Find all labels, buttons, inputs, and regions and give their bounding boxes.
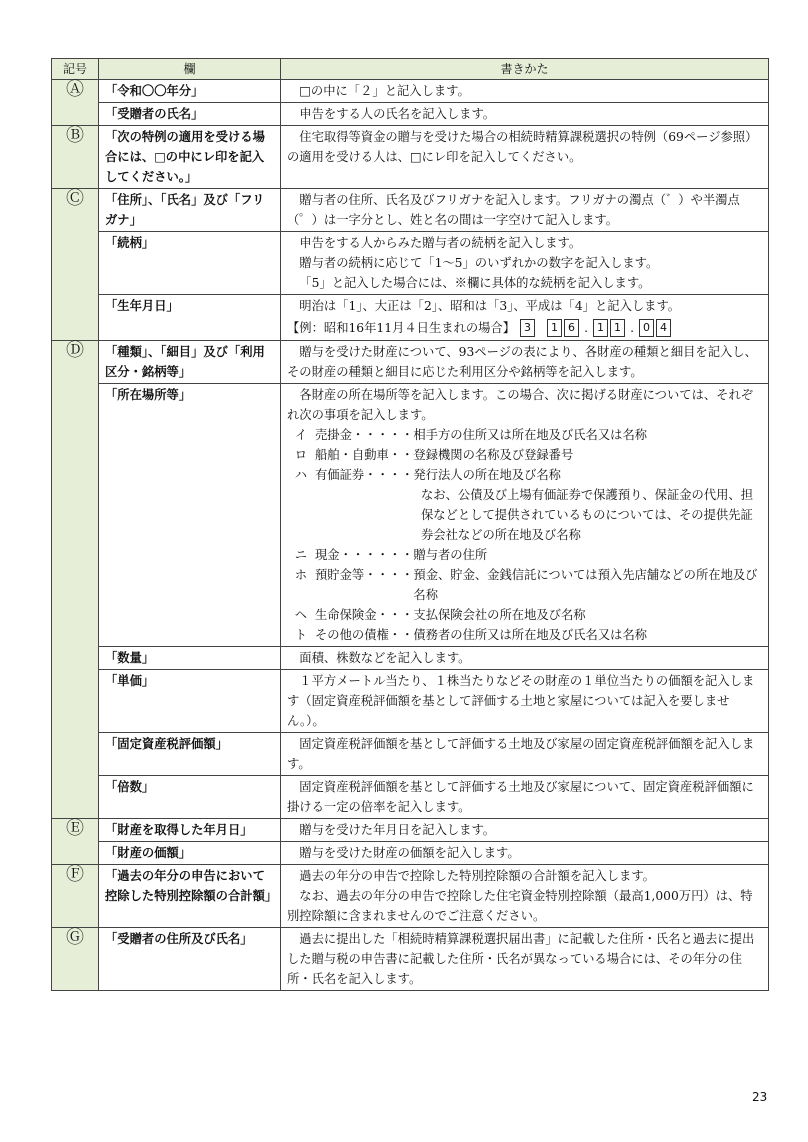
example-label: 【例：昭和16年11月４日生まれの場合】	[287, 321, 516, 335]
symbol-g: Ⓖ	[52, 928, 99, 991]
instruction-table	[51, 58, 769, 991]
table-row	[52, 126, 769, 189]
table-row	[52, 670, 769, 733]
header-field: 欄	[99, 59, 281, 80]
table-row	[52, 232, 769, 295]
instruction-table-wrapper	[51, 58, 768, 991]
field-description: 贈与を受けた年月日を記入します。	[281, 819, 769, 842]
example-digit-box: 1	[610, 319, 625, 337]
list-item-note: なお、公債及び上場有価証券で保護預り、保証金の代用、担保などとして提供されているものについては、その提供先証券会社などの所在地及び名称	[421, 488, 754, 542]
field-label: 「財産を取得した年月日」	[99, 819, 281, 842]
field-description: 過去の年分の申告で控除した特別控除額の合計額を記入します。 なお、過去の年分の申告で控除した住宅資金特別控除額（最高1,000万円）は、特別控除額に含まれませんのでご注意ください。	[281, 865, 769, 928]
field-description: 贈与を受けた財産の価額を記入します。	[281, 842, 769, 865]
example-separator: .	[630, 321, 634, 335]
table-row	[52, 776, 769, 819]
field-description: １平方メートル当たり、１株当たりなどその財産の１単位当たりの価額を記入します（固定資産税評価額を基として評価する土地と家屋については記入を要しません。）。	[281, 670, 769, 733]
field-label: 「種類」、「細目」及び「利用区分・銘柄等」	[99, 341, 281, 384]
table-row	[52, 733, 769, 776]
symbol-e: Ⓔ	[52, 819, 99, 865]
table-row	[52, 928, 769, 991]
header-symbol: 記号	[52, 59, 99, 80]
field-label: 「生年月日」	[99, 295, 281, 341]
example-separator: .	[584, 321, 588, 335]
table-row	[52, 189, 769, 232]
field-label: 「過去の年分の申告において控除した特別控除額の合計額」	[99, 865, 281, 928]
list-item: ハ 有価証券・・・・ 発行法人の所在地及び名称	[294, 468, 561, 482]
example-digit-box: 3	[520, 319, 535, 337]
field-label: 「令和〇〇年分」	[99, 80, 281, 103]
symbol-d: Ⓓ	[52, 341, 99, 819]
table-row	[52, 819, 769, 842]
list-item: イ 売掛金・・・・・ 相手方の住所又は所在地及び氏名又は名称	[294, 428, 648, 442]
field-label: 「固定資産税評価額」	[99, 733, 281, 776]
field-label: 「倍数」	[99, 776, 281, 819]
table-header-row	[52, 59, 769, 80]
symbol-c: Ⓒ	[52, 189, 99, 341]
field-label: 「財産の価額」	[99, 842, 281, 865]
table-row	[52, 103, 769, 126]
field-label: 「所在場所等」	[99, 384, 281, 647]
list-item: ホ 預貯金等・・・・ 預金、貯金、金銭信託については預入先店舗などの所在地及び名称	[294, 568, 758, 602]
field-description: □の中に「２」と記入します。	[281, 80, 769, 103]
field-label: 「続柄」	[99, 232, 281, 295]
field-label: 「数量」	[99, 647, 281, 670]
example-digit-box: 1	[593, 319, 608, 337]
field-description: 各財産の所在場所等を記入します。この場合、次に掲げる財産については、それぞれ次の事項を記入します。 イ 売掛金・・・・・ 相手方の住所又は所在地及び氏名又は名称 ロ 船舶・自動車・・ 登録機関の名称及び登録番号 ハ 有価証券・・・・ 発行法人の所在地及び名称 なお、公債及び上場有価証券で保護預り、保証金の代用、担保などとして提供されているものについては、その提供先証券会社などの所在地及び名称 ニ 現金・・・・・・ 贈与者の住所 ホ 預貯金等・・・・ 預金、貯金、金銭信託については預入先店舗などの所在地及び名称 ヘ 生命保険金・・・ 支払保険会社の所在地及び名称 ト その他の債権・・ 債務者の住所又は所在地及び氏名又は名称	[281, 384, 769, 647]
field-description: 明治は「1」、大正は「2」、昭和は「3」、平成は「4」と記入します。 【例：昭和16年11月４日生まれの場合】 3 1 6 . 1 1 . 0 4	[281, 295, 769, 341]
field-label: 「受贈者の氏名」	[99, 103, 281, 126]
symbol-b: Ⓑ	[52, 126, 99, 189]
symbol-a: Ⓐ	[52, 80, 99, 126]
field-label: 「住所」、「氏名」及び「フリガナ」	[99, 189, 281, 232]
field-description: 贈与者の住所、氏名及びフリガナを記入します。フリガナの濁点（゛）や半濁点（゜）は一字分とし、姓と名の間は一字空けて記入します。	[281, 189, 769, 232]
table-row	[52, 842, 769, 865]
symbol-f: Ⓕ	[52, 865, 99, 928]
table-row	[52, 295, 769, 341]
example-digit-box: 6	[564, 319, 579, 337]
table-row	[52, 80, 769, 103]
field-description: 申告をする人からみた贈与者の続柄を記入します。 贈与者の続柄に応じて「1～5」のいずれかの数字を記入します。 「5」と記入した場合には、※欄に具体的な続柄を記入します。	[281, 232, 769, 295]
example-digit-box: 0	[639, 319, 654, 337]
field-description: 固定資産税評価額を基として評価する土地及び家屋について、固定資産税評価額に掛ける一定の倍率を記入します。	[281, 776, 769, 819]
list-item: ロ 船舶・自動車・・ 登録機関の名称及び登録番号	[294, 448, 574, 462]
example-digit-box: 4	[656, 319, 671, 337]
list-item: ニ 現金・・・・・・ 贈与者の住所	[294, 548, 488, 562]
field-label: 「単価」	[99, 670, 281, 733]
field-label: 「次の特例の適用を受ける場合には、□の中にレ印を記入してください。」	[99, 126, 281, 189]
table-row	[52, 341, 769, 384]
field-label: 「受贈者の住所及び氏名」	[99, 928, 281, 991]
field-description: 過去に提出した「相続時精算課税選択届出書」に記載した住所・氏名と過去に提出した贈与税の申告書に記載した住所・氏名が異なっている場合には、その年分の住所・氏名を記入します。	[281, 928, 769, 991]
table-row	[52, 384, 769, 647]
birthdate-example	[287, 318, 763, 338]
field-description: 面積、株数などを記入します。	[281, 647, 769, 670]
field-description: 住宅取得等資金の贈与を受けた場合の相続時精算課税選択の特例（69ページ参照）の適用を受ける人は、□にレ印を記入してください。	[281, 126, 769, 189]
list-item: ヘ 生命保険金・・・ 支払保険会社の所在地及び名称	[294, 608, 586, 622]
table-row	[52, 865, 769, 928]
page-number: 23	[752, 1090, 768, 1104]
field-description: 固定資産税評価額を基として評価する土地及び家屋の固定資産税評価額を記入します。	[281, 733, 769, 776]
example-digit-box: 1	[547, 319, 562, 337]
list-item: ト その他の債権・・ 債務者の住所又は所在地及び氏名又は名称	[294, 628, 648, 642]
table-row	[52, 647, 769, 670]
header-howto: 書きかた	[281, 59, 769, 80]
field-description: 申告をする人の氏名を記入します。	[281, 103, 769, 126]
field-description: 贈与を受けた財産について、93ページの表により、各財産の種類と細目を記入し、その財産の種類と細目に応じた利用区分や銘柄等を記入します。	[281, 341, 769, 384]
